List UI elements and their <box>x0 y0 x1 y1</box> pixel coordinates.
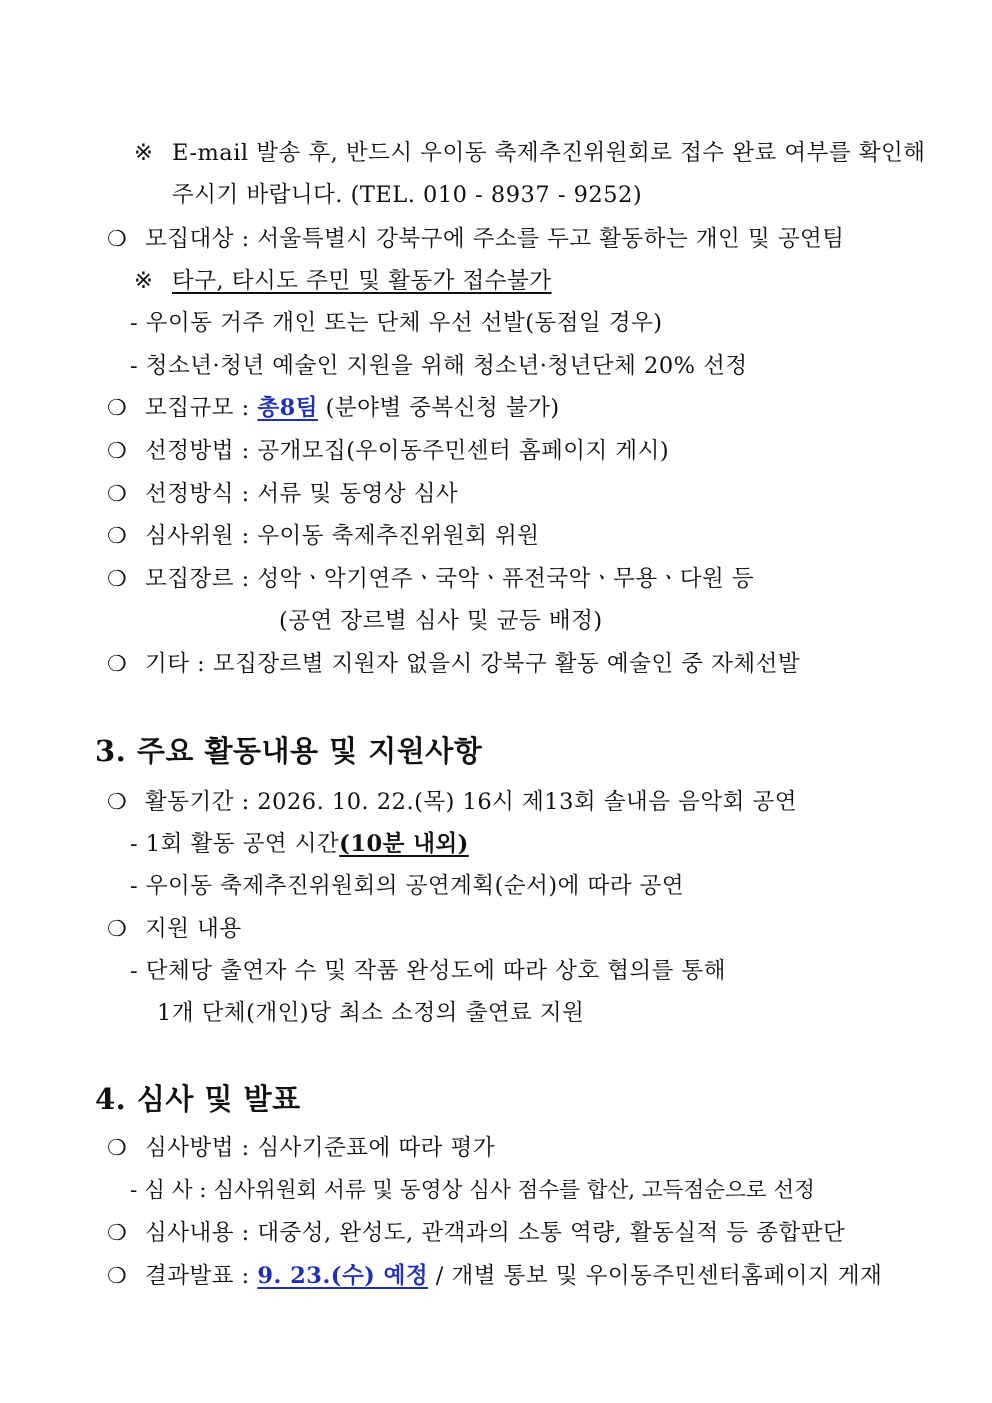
result-date-highlight: 9. 23.(수) 예정 <box>257 1263 429 1289</box>
item-review-content: ❍ 심사내용 : 대중성, 완성도, 관객과의 소통 역량, 활동실적 등 종합판단 <box>107 1218 845 1249</box>
item-selection: ❍ 선정방식 : 서류 및 동영상 심사 <box>107 479 458 510</box>
note-email: ※ E-mail 발송 후, 반드시 우이동 축제추진위원회로 접수 완료 여부를 확인해 <box>134 140 926 166</box>
sub-support: - 단체당 출연자 수 및 작품 완성도에 따라 상호 협의를 통해 <box>130 958 727 984</box>
duration-highlight: (10분 내외) <box>339 831 469 857</box>
bullet-circle-icon: ❍ <box>107 1264 128 1289</box>
sub-plan: - 우이동 축제추진위원회의 공연계획(순서)에 따라 공연 <box>130 873 685 899</box>
item-target: ❍ 모집대상 : 서울특별시 강북구에 주소를 두고 활동하는 개인 및 공연팀 <box>107 224 845 255</box>
bullet-circle-icon: ❍ <box>107 790 128 815</box>
sub-performance-time: - 1회 활동 공연 시간(10분 내외) <box>130 831 469 857</box>
reference-mark: ※ <box>134 140 154 166</box>
bullet-circle-icon: ❍ <box>107 439 128 464</box>
section3-heading: 3. 주요 활동내용 및 지원사항 <box>95 734 483 768</box>
sub-support-cont: 1개 단체(개인)당 최소 소정의 출연료 지원 <box>157 1000 585 1026</box>
item-genre: ❍ 모집장르 : 성악ㆍ악기연주ㆍ국악ㆍ퓨전국악ㆍ무용ㆍ다원 등 <box>107 564 754 595</box>
item-genre-cont: (공연 장르별 심사 및 균등 배정) <box>279 608 603 634</box>
bullet-circle-icon: ❍ <box>107 567 128 592</box>
item-method: ❍ 선정방법 : 공개모집(우이동주민센터 홈페이지 게시) <box>107 436 669 467</box>
note-email-cont: 주시기 바랍니다. (TEL. 010 - 8937 - 9252) <box>172 182 643 208</box>
bullet-circle-icon: ❍ <box>107 524 128 549</box>
sub-youth: - 청소년·청년 예술인 지원을 위해 청소년·청년단체 20% 선정 <box>130 353 748 379</box>
reference-mark: ※ <box>134 268 154 294</box>
bullet-circle-icon: ❍ <box>107 1221 128 1246</box>
item-judges: ❍ 심사위원 : 우이동 축제추진위원회 위원 <box>107 521 539 552</box>
item-etc: ❍ 기타 : 모집장르별 지원자 없을시 강북구 활동 예술인 중 자체선발 <box>107 649 800 680</box>
note-restriction: ※ 타구, 타시도 주민 및 활동가 접수불가 <box>134 268 552 294</box>
sub-priority: - 우이동 거주 개인 또는 단체 우선 선발(동점일 경우) <box>130 310 663 336</box>
item-period: ❍ 활동기간 : 2026. 10. 22.(목) 16시 제13회 솔내음 음악회 공연 <box>107 787 797 818</box>
bullet-circle-icon: ❍ <box>107 396 128 421</box>
bullet-circle-icon: ❍ <box>107 917 128 942</box>
section4-heading: 4. 심사 및 발표 <box>95 1082 301 1116</box>
item-result: ❍ 결과발표 : 9. 23.(수) 예정 / 개별 통보 및 우이동주민센터홈페이지 게재 <box>107 1261 882 1292</box>
bullet-circle-icon: ❍ <box>107 652 128 677</box>
item-review-method: ❍ 심사방법 : 심사기준표에 따라 평가 <box>107 1133 495 1164</box>
item-scale: ❍ 모집규모 : 총8팀 (분야별 중복신청 불가) <box>107 393 560 424</box>
total-teams-highlight: 총8팀 <box>257 395 318 421</box>
bullet-circle-icon: ❍ <box>107 482 128 507</box>
item-support: ❍ 지원 내용 <box>107 914 242 945</box>
bullet-circle-icon: ❍ <box>107 1136 128 1161</box>
bullet-circle-icon: ❍ <box>107 227 128 252</box>
sub-review: - 심 사 : 심사위원회 서류 및 동영상 심사 점수를 합산, 고득점순으로 선정 <box>130 1178 815 1203</box>
